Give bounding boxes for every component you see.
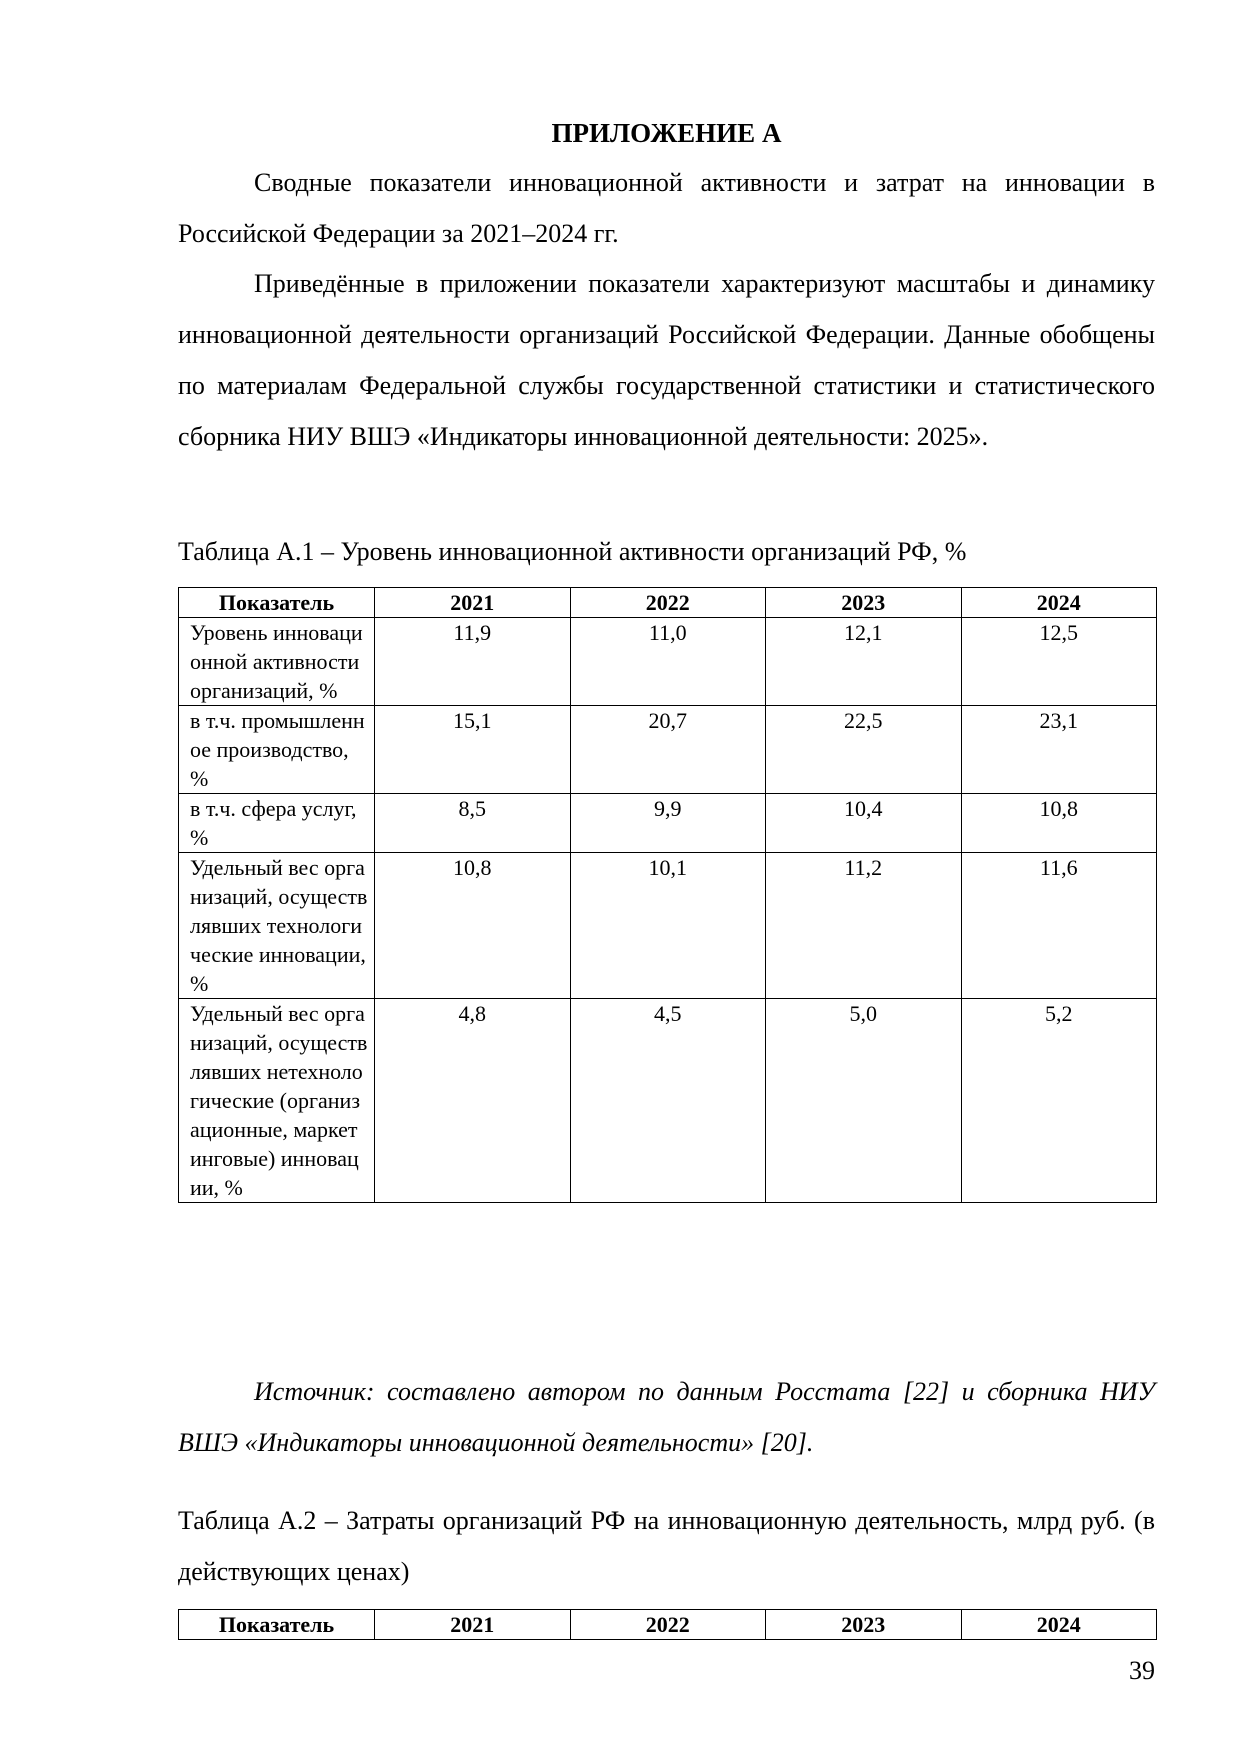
table1-caption: Таблица А.1 – Уровень инновационной активности организаций РФ, % [178,537,967,566]
row-label: в т.ч. промышленное производство, % [179,706,375,794]
table-cell: 4,5 [570,999,766,1203]
table-cell: 4,8 [375,999,571,1203]
table-row [179,999,1157,1203]
table-cell: 10,4 [766,794,962,853]
row-label: в т.ч. сфера услуг, % [179,794,375,853]
row-label: Удельный вес организаций, осуществлявших технологические инновации, % [179,853,375,999]
table-innovation-costs [178,1609,1157,1640]
table-cell: 11,0 [570,618,766,706]
column-header: 2023 [766,1610,962,1640]
column-header: 2021 [375,588,571,618]
table-cell: 11,6 [961,853,1157,999]
table-cell: 11,2 [766,853,962,999]
table-cell: 10,1 [570,853,766,999]
row-label: Уровень инновационной активности организаций, % [179,618,375,706]
column-header: 2024 [961,588,1157,618]
column-header: Показатель [179,588,375,618]
row-label: Удельный вес организаций, осуществлявших нетехнологические (организационные, маркетинговые) инновации, % [179,999,375,1203]
table-cell: 22,5 [766,706,962,794]
table-cell: 8,5 [375,794,571,853]
column-header: 2023 [766,588,962,618]
table-cell: 5,0 [766,999,962,1203]
table-row [179,853,1157,999]
table-innovation-activity [178,587,1157,1203]
table-cell: 23,1 [961,706,1157,794]
appendix-heading: ПРИЛОЖЕНИЕ А [551,118,782,148]
table-row [179,706,1157,794]
table-cell: 15,1 [375,706,571,794]
table-cell: 12,5 [961,618,1157,706]
table-row [179,618,1157,706]
table-cell: 10,8 [961,794,1157,853]
table-cell: 5,2 [961,999,1157,1203]
intro-paragraph: Сводные показатели инновационной активности и затрат на инновации в Российской Федерации за 2021–2024 гг. [178,168,1155,248]
table-cell: 11,9 [375,618,571,706]
table1-source-note: Источник: составлено автором по данным Росстата [22] и сборника НИУ ВШЭ «Индикаторы инновационной деятельности» [20]. [178,1377,1155,1457]
table-row [179,794,1157,853]
page-number: 39 [1129,1656,1155,1685]
column-header: 2022 [570,588,766,618]
table-header-row [179,1610,1157,1640]
table-cell: 12,1 [766,618,962,706]
column-header: 2022 [570,1610,766,1640]
column-header: 2021 [375,1610,571,1640]
table-header-row [179,588,1157,618]
description-paragraph: Приведённые в приложении показатели характеризуют масштабы и динамику инновационной деятельности организаций Российской Федерации. Данные обобщены по материалам Федеральной службы государственной статистики и статистического сборника НИУ ВШЭ «Индикаторы инновационной деятельности: 2025». [178,269,1155,451]
column-header: 2024 [961,1610,1157,1640]
table-cell: 9,9 [570,794,766,853]
table-cell: 20,7 [570,706,766,794]
table-cell: 10,8 [375,853,571,999]
table2-caption: Таблица А.2 – Затраты организаций РФ на инновационную деятельность, млрд руб. (в действующих ценах) [178,1506,1155,1586]
column-header: Показатель [179,1610,375,1640]
